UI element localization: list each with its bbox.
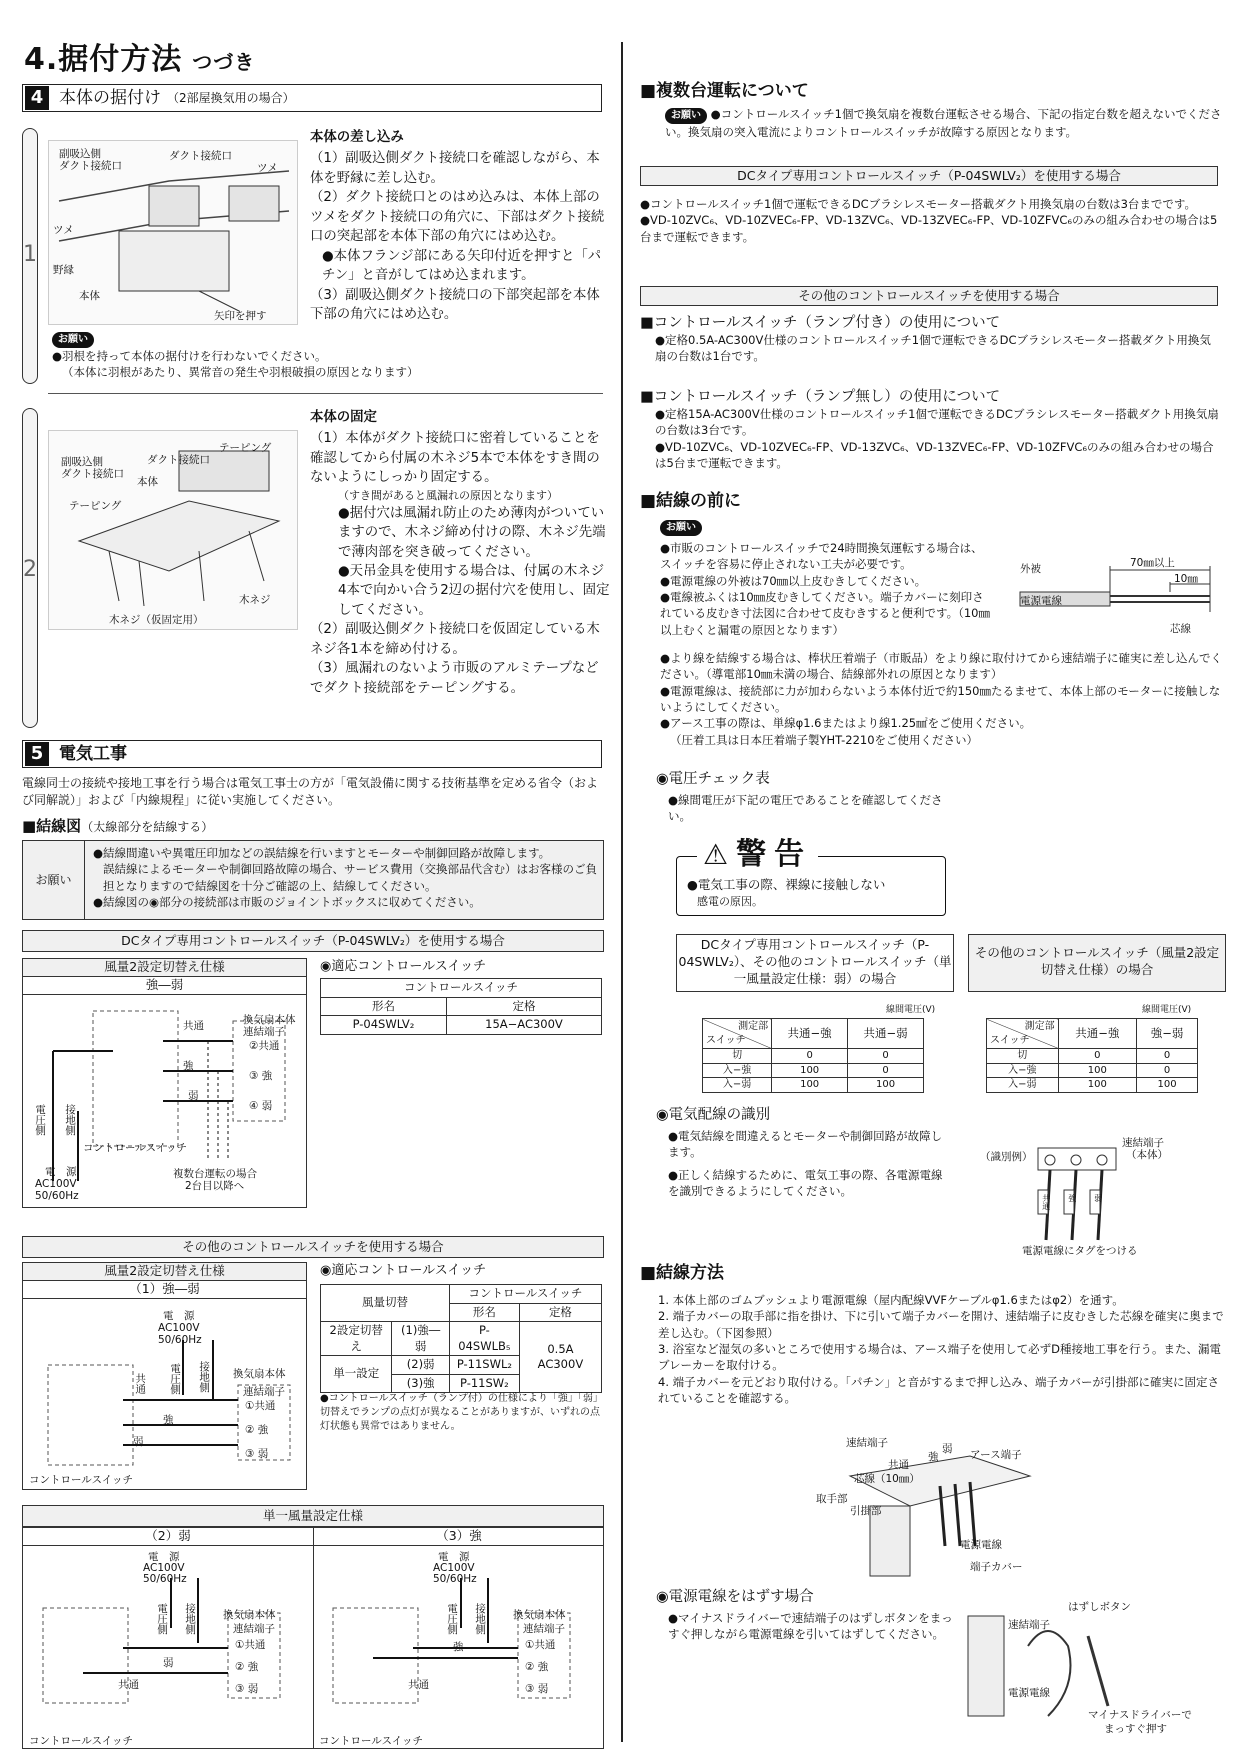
fig-label: ダクト接続口	[61, 468, 124, 480]
label-terminal: 速結端子	[846, 1437, 888, 1449]
label-terminal: 速結端子	[1008, 1619, 1050, 1631]
label-attach-tag: 電源電線にタグをつける	[1022, 1245, 1138, 1257]
diagram-subtitle: （2）弱	[23, 1528, 313, 1546]
label-terminal-cover: 端子カバー	[970, 1561, 1023, 1573]
before-line: ●電源電線は、接続部に力が加わらないよう本体付近で約150㎜たるませて、本体上部のモーターに接触しないようにしてください。	[660, 683, 1221, 714]
table-cell: 100	[1058, 1063, 1137, 1078]
table-cell: 2設定切替え	[321, 1322, 392, 1356]
step-1-item: （2）ダクト接続口とのはめ込みは、本体上部のツメをダクト接続口の角穴に、下部はダクト接続口の突起部を本体下部の角穴にはめ込む。	[310, 190, 605, 245]
caution-pill: お願い	[665, 108, 707, 124]
voltage-unit: 線間電圧(V)	[886, 1005, 936, 1015]
table-cell: 入−強	[703, 1063, 772, 1078]
step-2-item: （すき間があると風漏れの原因となります）	[338, 488, 558, 502]
label-hz: 50/60Hz	[158, 1334, 202, 1346]
table-header: スイッチ	[706, 1034, 746, 1046]
label-voltage-side: 電圧側	[156, 1603, 169, 1635]
fig-label: 副吸込側	[59, 148, 101, 160]
dc-wiring-diagram	[22, 958, 307, 1208]
voltage-unit: 線間電圧(V)	[1142, 1005, 1192, 1015]
label-voltage-side: 電圧側	[34, 1104, 47, 1136]
terminal-3: ③ 弱	[245, 1448, 269, 1460]
fig-label: 本体	[137, 476, 158, 488]
identification-line: ●正しく結線するために、電気工事の際、各電源電線を識別できるようにしてください。	[668, 1167, 943, 1198]
table-cell: P-11SWL₂	[449, 1356, 519, 1375]
voltage-check-text: ●線間電圧が下記の電圧であることを確認してください。	[668, 793, 943, 824]
step-2-item: （1）本体がダクト接続口に密着していることを確認してから付属の木ネジ5本で本体をすき間のないようにしっかり固定する。	[310, 431, 600, 486]
terminal-3: ③ 弱	[235, 1683, 259, 1695]
wiring-caution-box	[22, 840, 604, 920]
wiring-method-steps	[658, 1292, 1224, 1406]
step-2-number: 2	[23, 557, 37, 582]
other-switch-table	[320, 1284, 602, 1393]
table-cell: P-04SWLV₂	[321, 1016, 447, 1035]
remove-title: ◉電源電線をはずす場合	[656, 1589, 814, 1605]
table-cell: 100	[772, 1063, 848, 1078]
table-header: 共通−弱	[848, 1019, 924, 1049]
terminal-3: ④ 弱	[249, 1100, 273, 1112]
table-cell: 100	[848, 1078, 924, 1093]
wiring-step: 4. 端子カバーを元どおり取付ける。「パチン」と音がするまで押し込み、端子カバーが引掛部に確実に固定されていることを確認する。	[658, 1374, 1219, 1405]
fig-label: ダクト接続口	[169, 150, 232, 162]
voltage-table-2	[986, 1018, 1198, 1093]
terminal-1: ①共通	[245, 1400, 276, 1412]
terminal-1: ①共通	[235, 1639, 266, 1651]
label-terminal: 速結端子	[1122, 1137, 1164, 1149]
fig-label: 木ネジ（仮固定用）	[109, 614, 204, 626]
label-core-wire: 芯線（10㎜）	[854, 1473, 920, 1485]
terminal-1: ②共通	[249, 1040, 280, 1052]
table-cell: 入−弱	[703, 1078, 772, 1093]
table-cell: (3)強	[392, 1374, 450, 1393]
tag-strong: 強	[1067, 1194, 1077, 1202]
warning-box	[676, 837, 946, 916]
label-weak: 弱	[188, 1090, 199, 1102]
label-common: 共通	[183, 1020, 204, 1032]
wiring-title: ■結線図（太線部分を結線する）	[22, 817, 214, 835]
nolamp-text	[655, 406, 1220, 471]
label-hz: 50/60Hz	[35, 1190, 79, 1202]
multi-dc-header: DCタイプ専用コントロールスイッチ（P-04SWLV₂）を使用する場合	[640, 166, 1218, 186]
label-common: 共通	[888, 1459, 909, 1471]
terminal-2: ② 強	[525, 1661, 549, 1673]
table-header: 風量切替	[321, 1285, 450, 1322]
label-fan-body: 換気扇本体	[233, 1368, 286, 1380]
before-line: ●電源電線の外被は70㎜以上皮むきしてください。	[660, 573, 927, 588]
caution-pill: お願い	[52, 332, 94, 348]
label-terminal: 連結端子	[243, 1386, 285, 1398]
table-cell: 入−強	[987, 1063, 1059, 1078]
identification-title: ◉電気配線の識別	[656, 1107, 771, 1123]
label-weak: 弱	[942, 1443, 953, 1455]
step-2-item: （3）風漏れのないよう市販のアルミテープなどでダクト接続部をテーピングする。	[310, 661, 599, 696]
lamp-text: ●定格0.5A-AC300V仕様のコントロールスイッチ1個で運転できるDCブラシレスモーター搭載ダクト用換気扇の台数は1台です。	[655, 333, 1211, 364]
step-1-item: ●本体フランジ部にある矢印付近を押すと「パチン」と音がしてはめ込まれます。	[322, 248, 602, 284]
multi-dc-line: ●コントロールスイッチ1個で運転できるDCブラシレスモーター搭載ダクト用換気扇の台数は3台までです。	[640, 197, 1196, 211]
table-cell: 0.5A AC300V	[519, 1322, 601, 1393]
table-header: 定格	[519, 1303, 601, 1322]
table-header: 共通−強	[772, 1019, 848, 1049]
voltage-table-1	[702, 1018, 924, 1093]
label-control-switch: コントロールスイッチ	[319, 1735, 424, 1747]
fig-label: ダクト接続口	[147, 454, 210, 466]
multi-caution	[665, 106, 1225, 141]
before-line: ●より線を結線する場合は、棒状圧着端子（市販品）をより線に取付けてから速結端子に確実に差し込んでください。（導電部10㎜未満の場合、結線部外れの原因となります）	[660, 651, 1223, 682]
wiring-step: 1. 本体上部のゴムブッシュより電源電線（屋内配線VVFケーブルφ1.6またはφ2）を通す。	[658, 1293, 1124, 1307]
label-hook: 引掛部	[850, 1505, 882, 1517]
separator	[48, 393, 603, 394]
nolamp-line: ●VD-10ZVC₆、VD-10ZVEC₆-FP、VD-13ZVC₆、VD-13ZVEC₆-FP、VD-10ZFVC₆のみの組み合わせの場合は5台まで運転できます。	[655, 439, 1214, 470]
voltage-box-2: その他のコントロールスイッチ（風量2設定切替え仕様）の場合	[968, 934, 1226, 992]
multi-dc-text	[640, 196, 1220, 245]
multi-other-header: その他のコントロールスイッチを使用する場合	[640, 286, 1218, 306]
table-header: 形名	[449, 1303, 519, 1322]
label-weak: 弱	[163, 1657, 174, 1669]
caution-text	[93, 845, 598, 910]
fig-label: ダクト接続口	[59, 160, 122, 172]
identification-text	[668, 1128, 953, 1199]
fig-label: 本体	[79, 290, 100, 302]
label-push-straight: まっすぐ押す	[1104, 1723, 1167, 1735]
dc-switch-table	[320, 978, 602, 1035]
tag-weak: 弱	[1093, 1194, 1103, 1202]
label-common: 共通	[134, 1373, 147, 1394]
caution-line: ●結線間違いや異電圧印加などの誤結線を行いますとモーターや制御回路が故障します。	[93, 846, 551, 860]
table-header: 共通−強	[1058, 1019, 1137, 1049]
fig-label: ツメ	[53, 224, 74, 236]
note-line: ●羽根を持って本体の据付けを行わないでください。	[52, 349, 327, 363]
section-4-header: 4 本体の据付け （2部屋換気用の場合）	[22, 84, 602, 112]
label-handle: 取手部	[816, 1493, 848, 1505]
label-strong: 強	[928, 1451, 939, 1463]
multi-dc-line: ●VD-10ZVC₆、VD-10ZVEC₆-FP、VD-13ZVC₆、VD-13ZVEC₆-FP、VD-10ZFVC₆のみの組み合わせの場合は5台まで運転できます。	[640, 213, 1218, 244]
label-terminal: 連結端子	[243, 1026, 285, 1038]
step-1-text	[310, 128, 610, 324]
label-fan-body: 換気扇本体	[223, 1609, 276, 1621]
single-setting-box	[22, 1527, 604, 1749]
wiring-method-title: ■結線方法	[640, 1263, 725, 1283]
step-2-item: （2）副吸込側ダクト接続口を仮固定している木ネジ各1本を締め付ける。	[310, 622, 600, 657]
nolamp-title: ■コントロールスイッチ（ランプ無し）の使用について	[640, 389, 1001, 405]
wiring-step: 2. 端子カバーの取手部に指を掛け、下に引いて端子カバーを開け、速結端子に皮むきした芯線を確実に奥まで差し込む。（下図参照）	[658, 1309, 1224, 1340]
label-terminal: 連結端子	[233, 1623, 275, 1635]
table-cell: P-04SWLB₅	[449, 1322, 519, 1356]
warning-text: ●電気工事の際、裸線に接触しない	[687, 877, 886, 892]
label-power: 電 源	[438, 1551, 470, 1563]
before-line: ●市販のコントロールスイッチで24時間換気運転する場合は、スイッチを容易に停止されない工夫が必要です。	[660, 541, 983, 572]
label-strong: 強	[183, 1060, 194, 1072]
before-pill: お願い	[660, 518, 702, 536]
label-ac100v: AC100V	[433, 1562, 475, 1574]
table-cell: 単一設定	[321, 1356, 392, 1393]
tag-common: 共通	[1041, 1194, 1051, 1210]
fig-label: 木ネジ	[239, 594, 271, 606]
terminal-2: ② 強	[245, 1424, 269, 1436]
label-ac100v: AC100V	[35, 1178, 77, 1190]
before-line: ●電線被ふくは10㎜皮むきしてください。端子カバーに刻印されている皮むき寸法図に合わせて皮むきすると便利です。（10㎜以上むくと漏電の原因となります）	[660, 589, 990, 637]
step-1-item: （1）副吸込側ダクト接続口を確認しながら、本体を野縁に差し込む。	[310, 151, 600, 186]
label-70mm: 70㎜以上	[1130, 557, 1175, 569]
section-5-header: 5 電気工事	[22, 740, 602, 768]
step-1-item: （3）副吸込側ダクト接続口の下部突起部を本体下部の角穴にはめ込む。	[310, 287, 600, 322]
terminal-1: ①共通	[525, 1639, 556, 1651]
step-2-item: ●据付穴は風漏れ防止のため薄肉がついていますので、木ネジ締め付けの際、木ネジ先端で薄肉部を突き破ってください。	[338, 505, 606, 560]
diagram-subtitle: （3）強	[314, 1528, 604, 1546]
label-voltage-side: 電圧側	[446, 1603, 459, 1635]
other-wiring-diagram	[22, 1262, 307, 1490]
fig-label: 副吸込側	[61, 456, 103, 468]
column-divider	[621, 42, 623, 1742]
table-cell: (1)強―弱	[392, 1322, 450, 1356]
remove-figure	[968, 1596, 1218, 1744]
caution-line: 誤結線によるモーターや制御回路故障の場合、サービス費用（交換部品代含む）はお客様のご負担となりますので結線図を十分ご確認の上、結線してください。	[103, 862, 598, 893]
voltage-check-title: ◉電圧チェック表	[656, 771, 770, 787]
label-power-wire: 電源電線	[960, 1539, 1002, 1551]
label-ac100v: AC100V	[158, 1322, 200, 1334]
step-1-note	[52, 330, 612, 380]
before-title: ■結線の前に	[640, 491, 742, 511]
before-text-narrow	[660, 540, 990, 638]
single-circuit-drawing	[23, 1548, 603, 1748]
terminal-figure	[810, 1436, 1070, 1586]
table-header: 定格	[446, 997, 601, 1016]
diagram-title: 風量2設定切替え仕様	[23, 959, 306, 977]
table-cell: 0	[848, 1063, 924, 1078]
diagram-title: 風量2設定切替え仕様	[23, 1263, 306, 1281]
label-fan-body: 換気扇本体	[243, 1014, 296, 1026]
table-cell: 切	[703, 1049, 772, 1064]
label-strong: 強	[453, 1641, 464, 1653]
warning-icon: ⚠	[703, 838, 737, 871]
label-power-wire: 電源電線	[1020, 595, 1062, 607]
lamp-title: ■コントロールスイッチ（ランプ付き）の使用について	[640, 315, 1001, 331]
label-common: 共通	[118, 1679, 139, 1691]
label-core-wire: 芯線	[1170, 623, 1191, 635]
warning-text: 感電の原因。	[697, 895, 763, 908]
voltage-box-1: DCタイプ専用コントロールスイッチ（P-04SWLV₂）、その他のコントロールスイッチ（単一風量設定仕様：弱）の場合	[676, 934, 954, 992]
table-header: コントロールスイッチ	[449, 1285, 601, 1304]
before-line: （圧着工具は日本圧着端子製YHT-2210をご使用ください）	[670, 732, 979, 747]
table-cell: 0	[1137, 1049, 1198, 1064]
label-screwdriver: マイナスドライバーで	[1088, 1709, 1192, 1721]
terminal-3: ③ 弱	[525, 1683, 549, 1695]
multi-title: ■複数台運転について	[640, 81, 809, 101]
fig-label: テーピング	[219, 442, 272, 454]
label-power: 電 源	[163, 1310, 195, 1322]
step-2-illustration	[48, 430, 298, 630]
dc-switch-title: ◉適応コントロールスイッチ	[320, 959, 487, 974]
terminal-2: ③ 強	[249, 1070, 273, 1082]
table-cell: 100	[1137, 1078, 1198, 1093]
label-ground-side: 接地側	[474, 1603, 487, 1635]
warning-heading: ⚠警告	[697, 835, 818, 876]
label-fan-body: 換気扇本体	[513, 1609, 566, 1621]
table-cell: (2)弱	[392, 1356, 450, 1375]
table-header: 形名	[321, 997, 447, 1016]
identification-figure	[980, 1130, 1220, 1260]
table-cell: 入−弱	[987, 1078, 1059, 1093]
label-multi: 複数台運転の場合	[173, 1168, 257, 1180]
table-cell: 0	[848, 1049, 924, 1064]
table-cell: 100	[772, 1078, 848, 1093]
label-body: （本体）	[1126, 1149, 1168, 1161]
label-ground-side: 接地側	[198, 1361, 211, 1393]
other-switch-header: その他のコントロールスイッチを使用する場合	[22, 1236, 604, 1258]
single-setting-header: 単一風量設定仕様	[22, 1505, 604, 1527]
diagram-subtitle: （1）強―弱	[23, 1281, 306, 1299]
table-cell: 0	[1137, 1063, 1198, 1078]
label-terminal: 連結端子	[523, 1623, 565, 1635]
step-2-item: ●天吊金具を使用する場合は、付属の木ネジ4本で向かい合う2辺の据付穴を使用し、固定してください。	[338, 564, 610, 618]
label-ground-side: 接地側	[184, 1603, 197, 1635]
before-text-wide	[660, 650, 1225, 748]
label-weak: 弱	[133, 1436, 144, 1448]
label-earth-terminal: アース端子	[970, 1449, 1022, 1461]
fig-label: ツメ	[257, 162, 278, 174]
label-release-button: はずしボタン	[1068, 1601, 1131, 1613]
fig-label: テーピング	[69, 500, 122, 512]
label-power-wire: 電源電線	[1008, 1687, 1050, 1699]
page-title: 4.据付方法 つづき	[24, 42, 256, 77]
caution-label: お願い	[23, 841, 85, 919]
caution-line: ●結線図の◉部分の接続部は市販のジョイントボックスに収めてください。	[93, 894, 481, 909]
label-multi: 2台目以降へ	[185, 1180, 245, 1192]
label-example: （識別例）	[980, 1151, 1033, 1163]
step-2-text	[310, 408, 610, 698]
label-voltage-side: 電圧側	[169, 1363, 182, 1395]
table-cell: 切	[987, 1049, 1059, 1064]
strip-length-figure	[1010, 552, 1220, 642]
label-outer-sheath: 外被	[1020, 563, 1041, 575]
terminal-2: ② 強	[235, 1661, 259, 1673]
label-control-switch: コントロールスイッチ	[83, 1142, 188, 1154]
remove-text: ●マイナスドライバーで速結端子のはずしボタンをまっすぐ押しながら電源電線を引いてはずしてください。	[668, 1611, 953, 1642]
step-1-title: 本体の差し込み	[310, 130, 404, 145]
diagram-subtitle: 強―弱	[23, 977, 306, 995]
label-10mm: 10㎜	[1174, 573, 1198, 585]
step-1-number: 1	[23, 242, 37, 267]
table-header: コントロールスイッチ	[321, 979, 602, 998]
note-line: （本体に羽根があたり、異常音の発生や羽根破損の原因となります）	[62, 365, 419, 380]
label-hz: 50/60Hz	[433, 1573, 477, 1585]
label-control-switch: コントロールスイッチ	[29, 1735, 134, 1747]
step-1-illustration	[48, 140, 298, 325]
table-header: スイッチ	[990, 1034, 1030, 1046]
label-common: 共通	[408, 1679, 429, 1691]
multi-caution-text: ●コントロールスイッチ1個で換気扇を複数台運転させる場合、下記の指定台数を超えないでください。換気扇の突入電流によりコントロールスイッチが故障する原因となります。	[665, 107, 1222, 140]
table-header: 測定部	[1024, 1021, 1055, 1032]
label-strong: 強	[163, 1414, 174, 1426]
table-header: 測定部	[738, 1021, 769, 1032]
fig-label: 矢印を押す	[214, 310, 267, 322]
label-ac100v: AC100V	[143, 1562, 185, 1574]
label-ground-side: 接地側	[64, 1104, 77, 1136]
dc-switch-header: DCタイプ専用コントロールスイッチ（P-04SWLV₂）を使用する場合	[22, 930, 604, 952]
table-header: 強−弱	[1137, 1019, 1198, 1049]
label-hz: 50/60Hz	[143, 1573, 187, 1585]
table-cell: P-11SW₂	[449, 1374, 519, 1393]
label-control-switch: コントロールスイッチ	[29, 1474, 134, 1486]
fig-label: 野縁	[53, 264, 74, 276]
section-5-intro: 電線同士の接続や接地工事を行う場合は電気工事士の方が「電気設備に関する技術基準を定める省令（および同解説）」および「内線規程」に従い実施してください。	[22, 776, 599, 808]
terminal-drawing	[810, 1436, 1070, 1586]
step-2-title: 本体の固定	[310, 410, 377, 425]
label-power: 電 源	[148, 1551, 180, 1563]
label-power: 電 源	[45, 1166, 77, 1178]
table-cell: 15A−AC300V	[446, 1016, 601, 1035]
wiring-step: 3. 浴室など湿気の多いところで使用する場合は、アース端子を使用して必ずD種接地工事を行う。また、漏電ブレーカーを取付ける。	[658, 1341, 1221, 1373]
table-cell: 0	[1058, 1049, 1137, 1064]
nolamp-line: ●定格15A-AC300V仕様のコントロールスイッチ1個で運転できるDCブラシレスモーター搭載ダクト用換気扇の台数は3台です。	[655, 407, 1219, 438]
identification-line: ●電気結線を間違えるとモーターや制御回路が故障します。	[668, 1129, 943, 1160]
table-cell: 0	[772, 1049, 848, 1064]
other-switch-note: ●コントロールスイッチ（ランプ付）の仕様により「強」「弱」切替えでランプの点灯が異なることがありますが、いずれの点灯状態も異常ではありません。	[320, 1393, 603, 1432]
other-switch-title: ◉適応コントロールスイッチ	[320, 1263, 487, 1278]
table-cell: 100	[1058, 1078, 1137, 1093]
before-line: ●アース工事の際は、単線φ1.6またはより線1.25㎟をご使用ください。	[660, 716, 1032, 731]
